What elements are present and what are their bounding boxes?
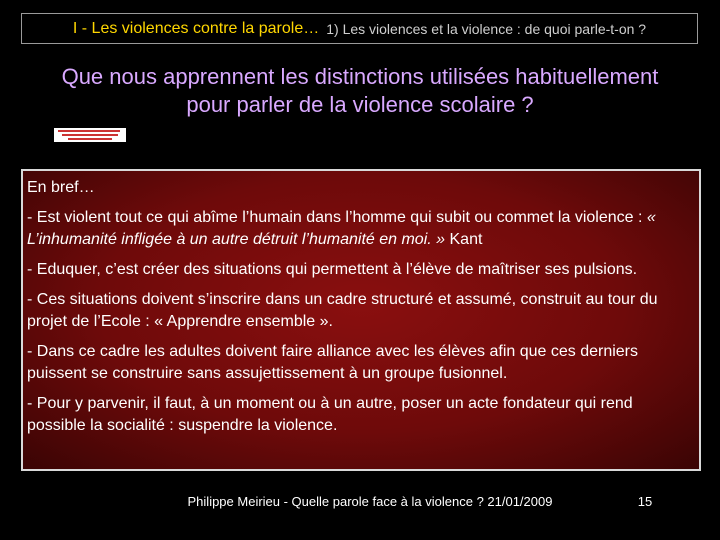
list-item: - Eduquer, c’est créer des situations qui permettent à l’élève de maîtriser ses pulsions. [27,261,638,278]
header-section: I - Les violences contre la parole… [72,19,320,37]
list-item: - Dans ce cadre les adultes doivent faire alliance avec les élèves afin que ces derniers puissent se construire sans assujettissement à un groupe fusionnel. [27,343,638,382]
slide-header [21,13,698,44]
list-item: - Ces situations doivent s’inscrire dans un cadre structuré et assumé, construit au tour du projet de l’Ecole : « Apprendre ensemble ». [27,291,658,330]
page-number: 15 [637,494,653,509]
footer-text: Philippe Meirieu - Quelle parole face à la violence ? 21/01/2009 [187,494,553,509]
header-subsection: 1) Les violences et la violence : de quoi parle-t-on ? [326,20,647,37]
kant-quote: « L’inhumanité infligée à un autre détruit l’humanité en moi. » [27,209,656,248]
content-box [21,169,701,471]
list-item: - Pour y parvenir, il faut, à un moment ou à un autre, poser un acte fondateur qui rend possible la socialité : suspendre la violence. [27,395,633,434]
intro-text: En bref… [27,179,95,196]
thumbnail-image [54,128,126,142]
list-item [27,207,689,251]
slide-title: Que nous apprennent les distinctions utilisées habituellement pour parler de la violence scolaire ? [61,64,659,117]
quote-author: Kant [445,231,483,248]
item-text: - Est violent tout ce qui abîme l’humain dans l’homme qui subit ou commet la violence : [27,209,647,226]
